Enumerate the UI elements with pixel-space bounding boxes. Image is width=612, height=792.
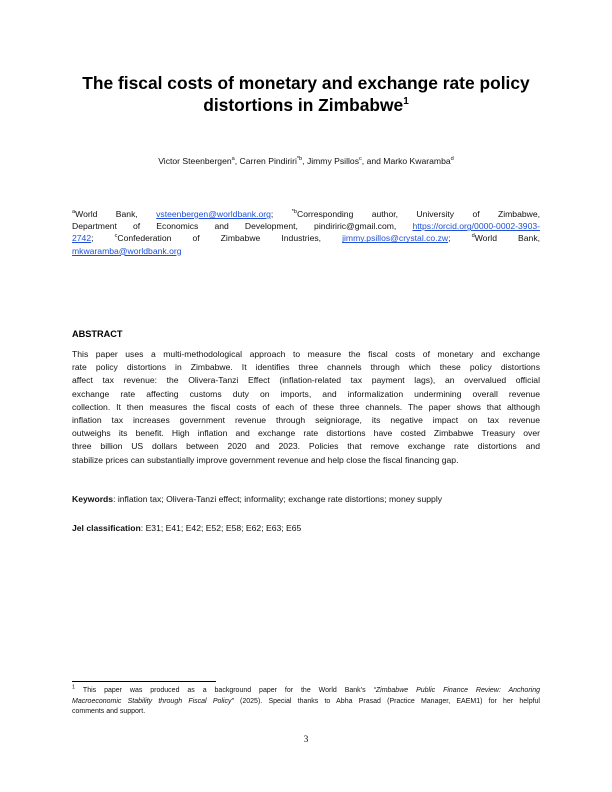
abstract-line: outweighs its benefit. High inflation and exchange rate distortions have costed Zimbabwe Treasury over <box>72 428 540 439</box>
affil-text: ; <box>270 209 292 219</box>
abstract-line: collection. It then measures the fiscal costs of each of these three channels. The paper shows that although <box>72 401 540 412</box>
affil-mark: *b <box>291 209 297 216</box>
affil-text: Department of Economics and Development, pindiriric@gmail.com, <box>72 221 413 232</box>
footnote-text: This paper was produced as a background paper for the World Bank’s <box>75 687 374 694</box>
email-link[interactable]: vsteenbergen@worldbank.org <box>156 209 271 219</box>
orcid-link-continued[interactable]: 2742 <box>72 233 92 244</box>
abstract-line: rate policy distortions in Zimbabwe. It identifies three channels through which these policy distortions <box>72 362 540 373</box>
affiliation-line <box>72 232 540 244</box>
footnote-italic: Macroeconomic Stability through Fiscal Policy” <box>72 697 234 705</box>
keywords-label: Keywords <box>72 494 114 504</box>
email-link[interactable]: jimmy.psillos@crystal.co.zw <box>342 233 449 244</box>
affil-mark: d <box>471 233 475 240</box>
abstract-heading: ABSTRACT <box>72 329 123 339</box>
title-line-2-text: distortions in Zimbabwe <box>203 94 404 115</box>
author-name: , Carren Pindiriri <box>234 156 297 166</box>
author-list <box>72 156 540 166</box>
affil-text: ; <box>448 233 472 244</box>
affiliation-line <box>72 208 540 220</box>
affiliations <box>72 208 540 257</box>
page-number: 3 <box>303 735 309 745</box>
title-line-2 <box>72 95 540 117</box>
email-link[interactable]: mkwaramba@worldbank.org <box>72 245 182 256</box>
abstract-line: affect tax revenue: the Olivera-Tanzi Effect (inflation-related tax payment lags), an overvalued official <box>72 375 540 386</box>
author-name: , and Marko Kwaramba <box>361 156 451 166</box>
footnote-mark: 1 <box>72 684 76 691</box>
author-affil-mark: a <box>231 156 235 163</box>
affil-mark: a <box>72 209 76 216</box>
abstract-line: stabilize prices can substantially improve government revenue and help close the fiscal financing gap. <box>72 454 459 465</box>
author-affil-mark: d <box>450 156 454 163</box>
affil-text: Confederation of Zimbabwe Industries, <box>117 233 343 244</box>
affil-text: World Bank, <box>474 233 541 244</box>
title-footnote-mark: 1 <box>403 95 409 107</box>
footnote-line <box>72 686 540 697</box>
title-line-1: The fiscal costs of monetary and exchange rate policy <box>82 73 530 93</box>
keywords-text: : inflation tax; Olivera-Tanzi effect; informality; exchange rate distortions; money supply <box>113 494 443 504</box>
jel-text: : E31; E41; E42; E52; E58; E62; E63; E65 <box>140 523 302 533</box>
affil-text: ; <box>91 233 115 244</box>
abstract-line: three billion US dollars between 2020 and 2023. Policies that remove exchange rate distortions and <box>72 441 540 452</box>
affil-text: World Bank, <box>75 209 157 219</box>
footnote-line: comments and support. <box>72 708 146 716</box>
author-name: , Jimmy Psillos <box>302 156 359 166</box>
abstract-body <box>72 348 540 467</box>
jel-classification <box>72 523 301 533</box>
affiliation-line <box>72 220 540 232</box>
author-name: Victor Steenbergen <box>158 156 232 166</box>
footnote <box>72 686 540 718</box>
affiliation-line <box>72 245 540 257</box>
keywords <box>72 494 442 504</box>
abstract-line: inflation tax increases government revenue through seigniorage, its negative impact on tax revenue <box>72 415 540 426</box>
footnote-italic: “Zimbabwe Public Finance Review: Anchoring <box>373 687 540 694</box>
footnote-text: (2025). Special thanks to Abha Prasad (Practice Manager, EAEM1) for her helpful <box>233 697 540 705</box>
affil-text: Corresponding author, University of Zimbabwe, <box>296 209 541 219</box>
jel-label: Jel classification <box>72 523 141 533</box>
footnote-divider <box>72 681 216 682</box>
paper-title <box>72 73 540 116</box>
footnote-line <box>72 697 540 708</box>
affil-mark: c <box>114 233 118 240</box>
abstract-line: This paper uses a multi-methodological approach to measure the fiscal costs of monetary and exchange <box>72 349 540 359</box>
orcid-link[interactable]: https://orcid.org/0000-0002-3903- <box>412 221 540 232</box>
author-affil-mark: *b <box>296 156 303 163</box>
author-affil-mark: c <box>359 156 362 163</box>
abstract-line: exchange rate affecting customs duty on imports, and informalization undermining overall revenue <box>72 388 540 399</box>
